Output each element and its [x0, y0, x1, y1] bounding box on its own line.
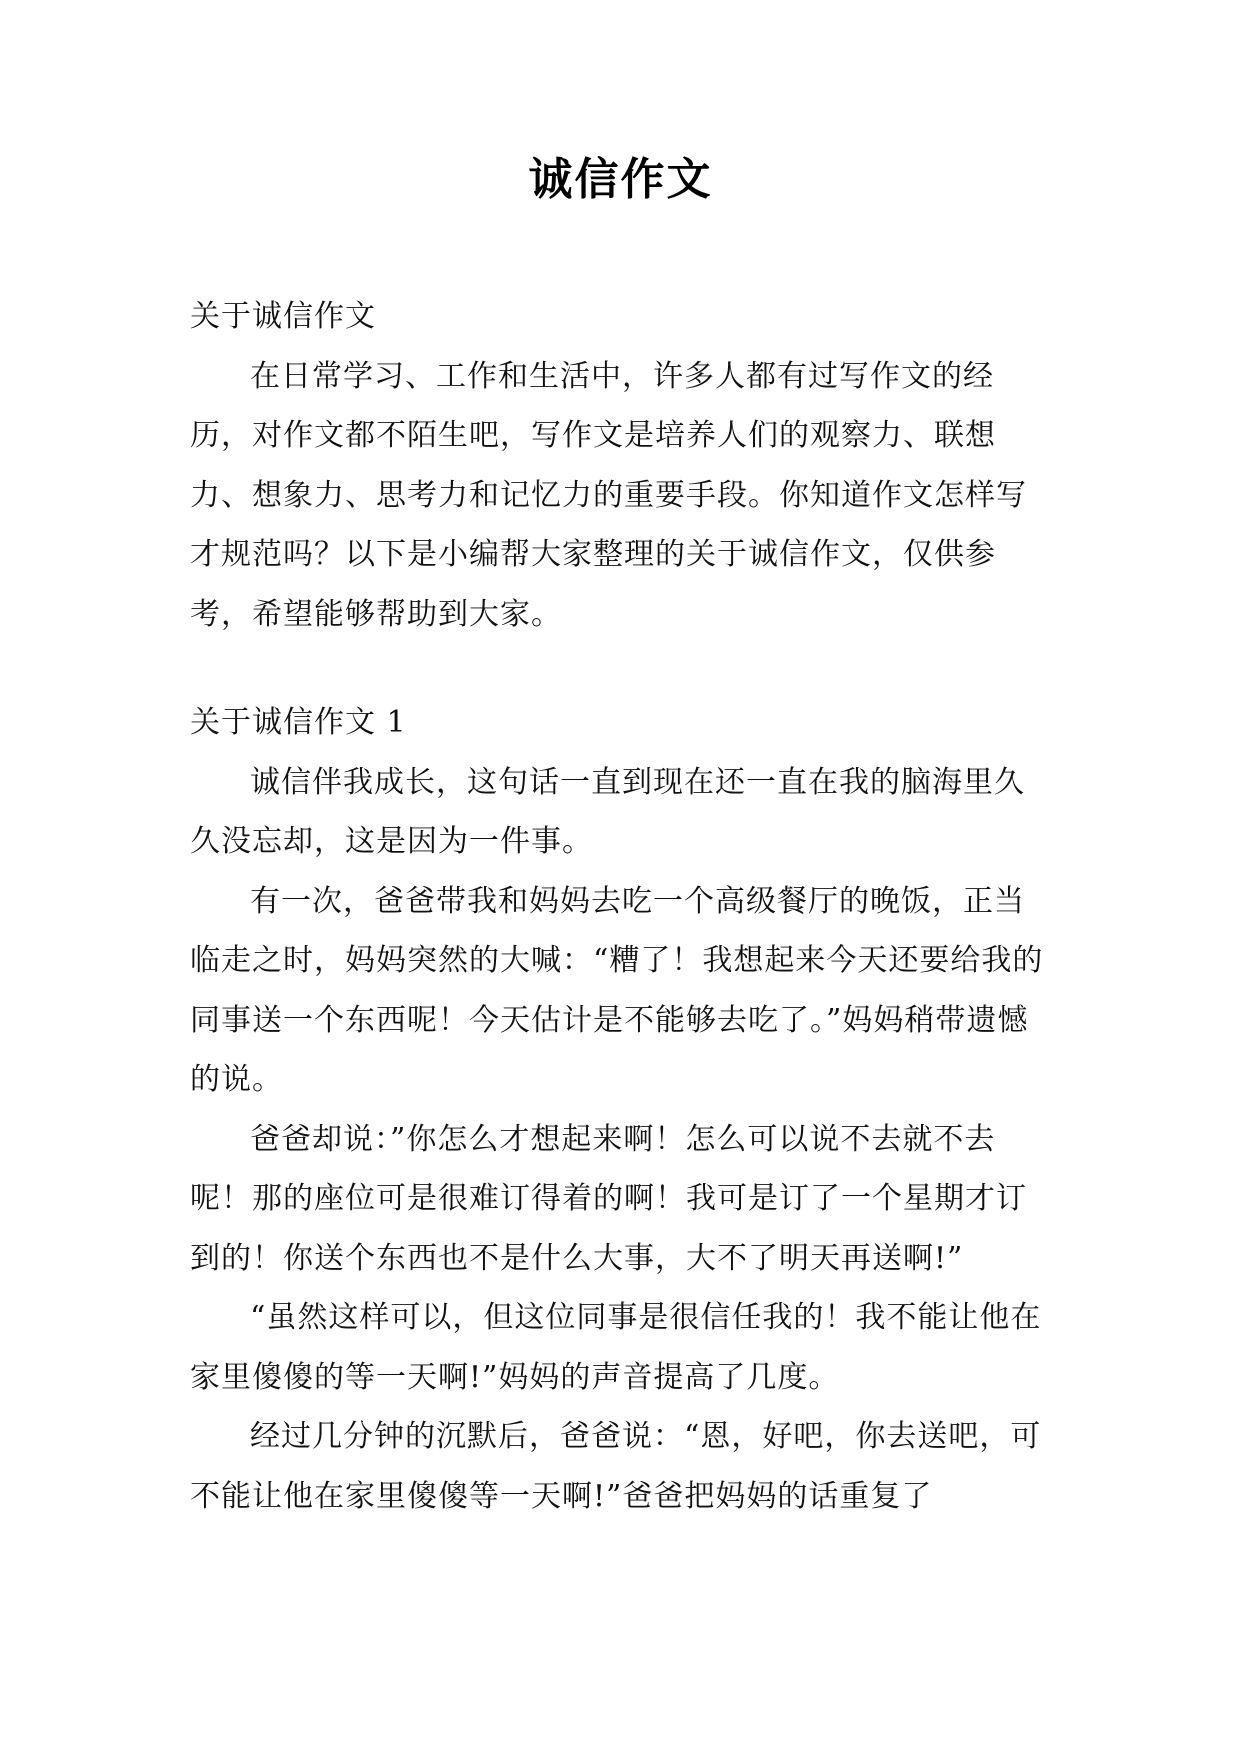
essay-paragraph: 诚信伴我成长，这句话一直到现在还一直在我的脑海里久久没忘却，这是因为一件事。 — [190, 764, 1025, 859]
intro-paragraph: 在日常学习、工作和生活中，许多人都有过写作文的经历，对作文都不陌生吧，写作文是培养人们的观察力、联想力、想象力、思考力和记忆力的重要手段。你知道作文怎样写才规范吗？以下是小编帮大家整理的关于诚信作文，仅供参考，希望能够帮助到大家。 — [190, 358, 1027, 632]
intro-heading: 关于诚信作文 — [190, 299, 376, 334]
section-spacer — [190, 644, 1052, 693]
document-body — [190, 287, 1052, 1526]
essay-paragraph: 经过几分钟的沉默后，爸爸说：“恩，好吧，你去送吧，可不能让他在家里傻傻等一天啊!”爸爸把妈妈的话重复了 — [190, 1419, 1042, 1514]
essay-paragraph: “虽然这样可以，但这位同事是很信任我的！我不能让他在家里傻傻的等一天啊!”妈妈的声音提高了几度。 — [190, 1300, 1042, 1395]
essay-paragraph: 爸爸却说：”你怎么才想起来啊！怎么可以说不去就不去呢！那的座位可是很难订得着的啊！我可是订了一个星期才订到的！你送个东西也不是什么大事，大不了明天再送啊!” — [190, 1121, 1027, 1276]
document-title: 诚信作文 — [528, 154, 713, 205]
essay-heading: 关于诚信作文 1 — [190, 705, 407, 740]
essay-paragraph: 有一次，爸爸带我和妈妈去吃一个高级餐厅的晚饭，正当临走之时，妈妈突然的大喊：“糟了！我想起来今天还要给我的同事送一个东西呢！今天估计是不能够去吃了。”妈妈稍带遗憾的说。 — [190, 883, 1044, 1097]
